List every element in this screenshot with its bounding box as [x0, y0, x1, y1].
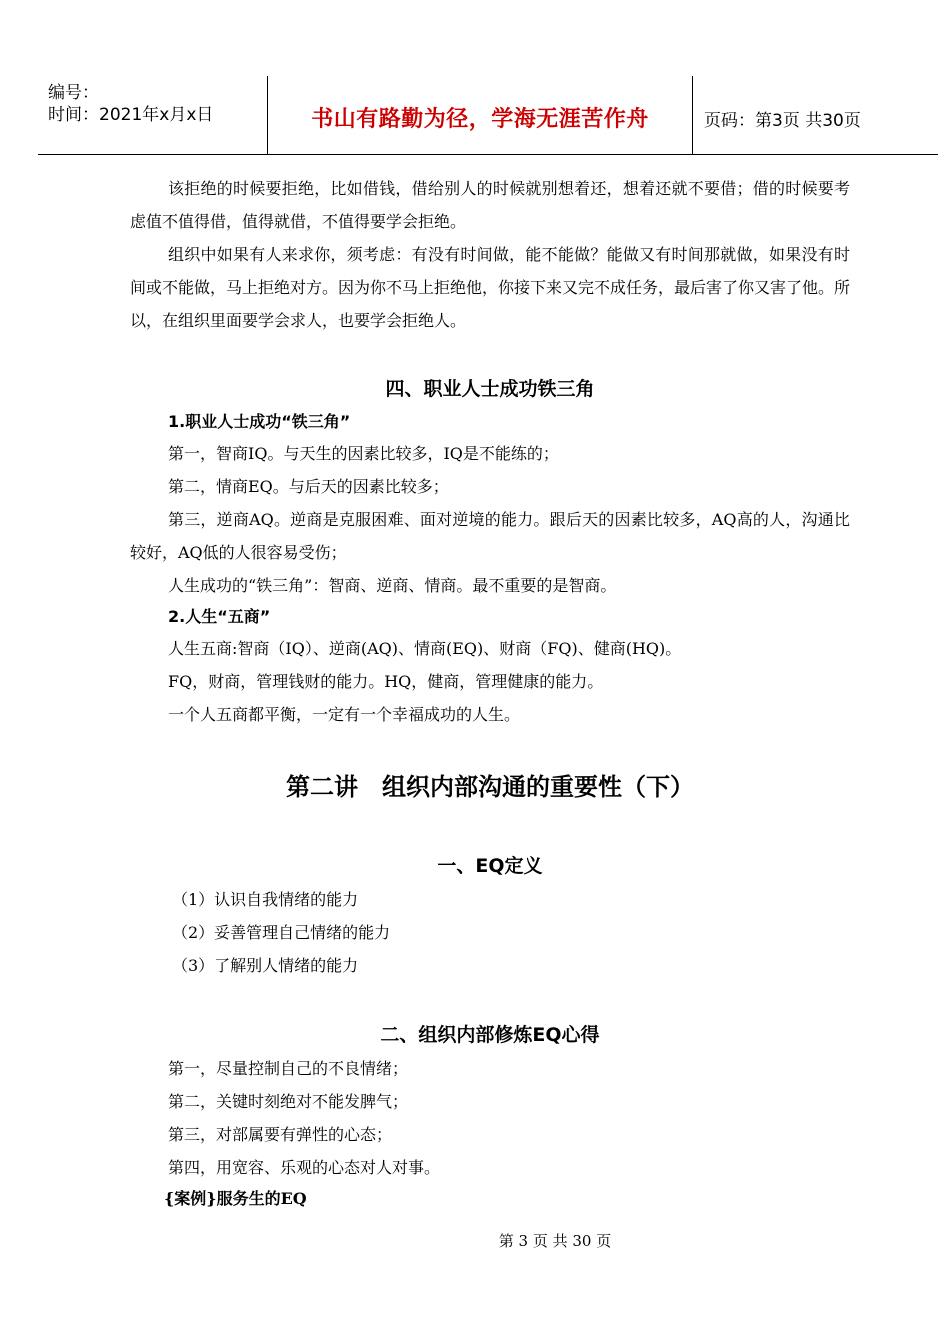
case-heading: {案例}服务生的EQ — [164, 1189, 307, 1208]
eq-line: 第二，情商EQ。与后天的因素比较多； — [168, 477, 449, 496]
five-quotients-line: 人生五商:智商（IQ）、逆商(AQ)、情商(EQ)、财商（FQ)、健商(HQ)。 — [168, 639, 682, 658]
aq-paragraph: 第三，逆商AQ。逆商是克服困难、面对逆境的能力。跟后天的因素比较多，AQ高的人，沟通比较好，AQ低的人很容易受伤； — [130, 510, 850, 562]
header-meta — [48, 82, 213, 126]
eq-definition-item: （1）认识自我情绪的能力 — [172, 890, 359, 909]
section-4-subtitle-1: 1.职业人士成功“铁三角” — [168, 412, 351, 431]
triangle-line: 人生成功的“铁三角”：智商、逆商、情商。最不重要的是智商。 — [168, 576, 617, 595]
section-4-title: 四、职业人士成功铁三角 — [385, 378, 595, 400]
document-date: 时间：2021年x月x日 — [48, 105, 214, 125]
paragraph-refuse-2: 组织中如果有人来求你，须考虑：有没有时间做，能不能做？能做又有时间那就做，如果没有时间或不能做，马上拒绝对方。因为你不马上拒绝他，你接下来又完不成任务，最后害了你又害了他。所以，在组织里面要学会求人，也要学会拒绝人。 — [130, 245, 851, 330]
page-footer: 第 3 页 共 30 页 — [498, 1232, 612, 1250]
balance-line: 一个人五商都平衡，一定有一个幸福成功的人生。 — [168, 705, 521, 724]
eq-definition-title: 一、EQ定义 — [437, 855, 543, 877]
iq-line: 第一，智商IQ。与天生的因素比较多，IQ是不能练的； — [168, 444, 559, 463]
document-number-label: 编号： — [48, 83, 99, 103]
page-header — [38, 76, 938, 155]
eq-practice-item: 第一，尽量控制自己的不良情绪； — [168, 1059, 409, 1078]
eq-definition-item: （2）妥善管理自己情绪的能力 — [172, 923, 391, 942]
eq-practice-item: 第四，用宽容、乐观的心态对人对事。 — [168, 1158, 441, 1177]
paragraph-refuse-1: 该拒绝的时候要拒绝，比如借钱，借给别人的时候就别想着还，想着还就不要借；借的时候要考虑值不值得借，值得就借，不值得要学会拒绝。 — [130, 179, 850, 231]
section-4-subtitle-2: 2.人生“五商” — [168, 607, 271, 626]
document-body — [130, 172, 850, 1214]
fq-hq-line: FQ，财商，管理钱财的能力。HQ，健商，管理健康的能力。 — [168, 672, 604, 691]
lecture-title: 第二讲 组织内部沟通的重要性（下） — [286, 773, 694, 801]
eq-practice-title: 二、组织内部修炼EQ心得 — [380, 1024, 600, 1046]
header-motto: 书山有路勤为径，学海无涯苦作舟 — [311, 107, 649, 132]
eq-definition-item: （3）了解别人情绪的能力 — [172, 956, 359, 975]
header-page-info: 页码：第3页 共30页 — [704, 111, 861, 131]
eq-practice-item: 第二，关键时刻绝对不能发脾气； — [168, 1092, 409, 1111]
eq-practice-item: 第三，对部属要有弹性的心态； — [168, 1125, 393, 1144]
header-divider-right — [692, 76, 693, 154]
